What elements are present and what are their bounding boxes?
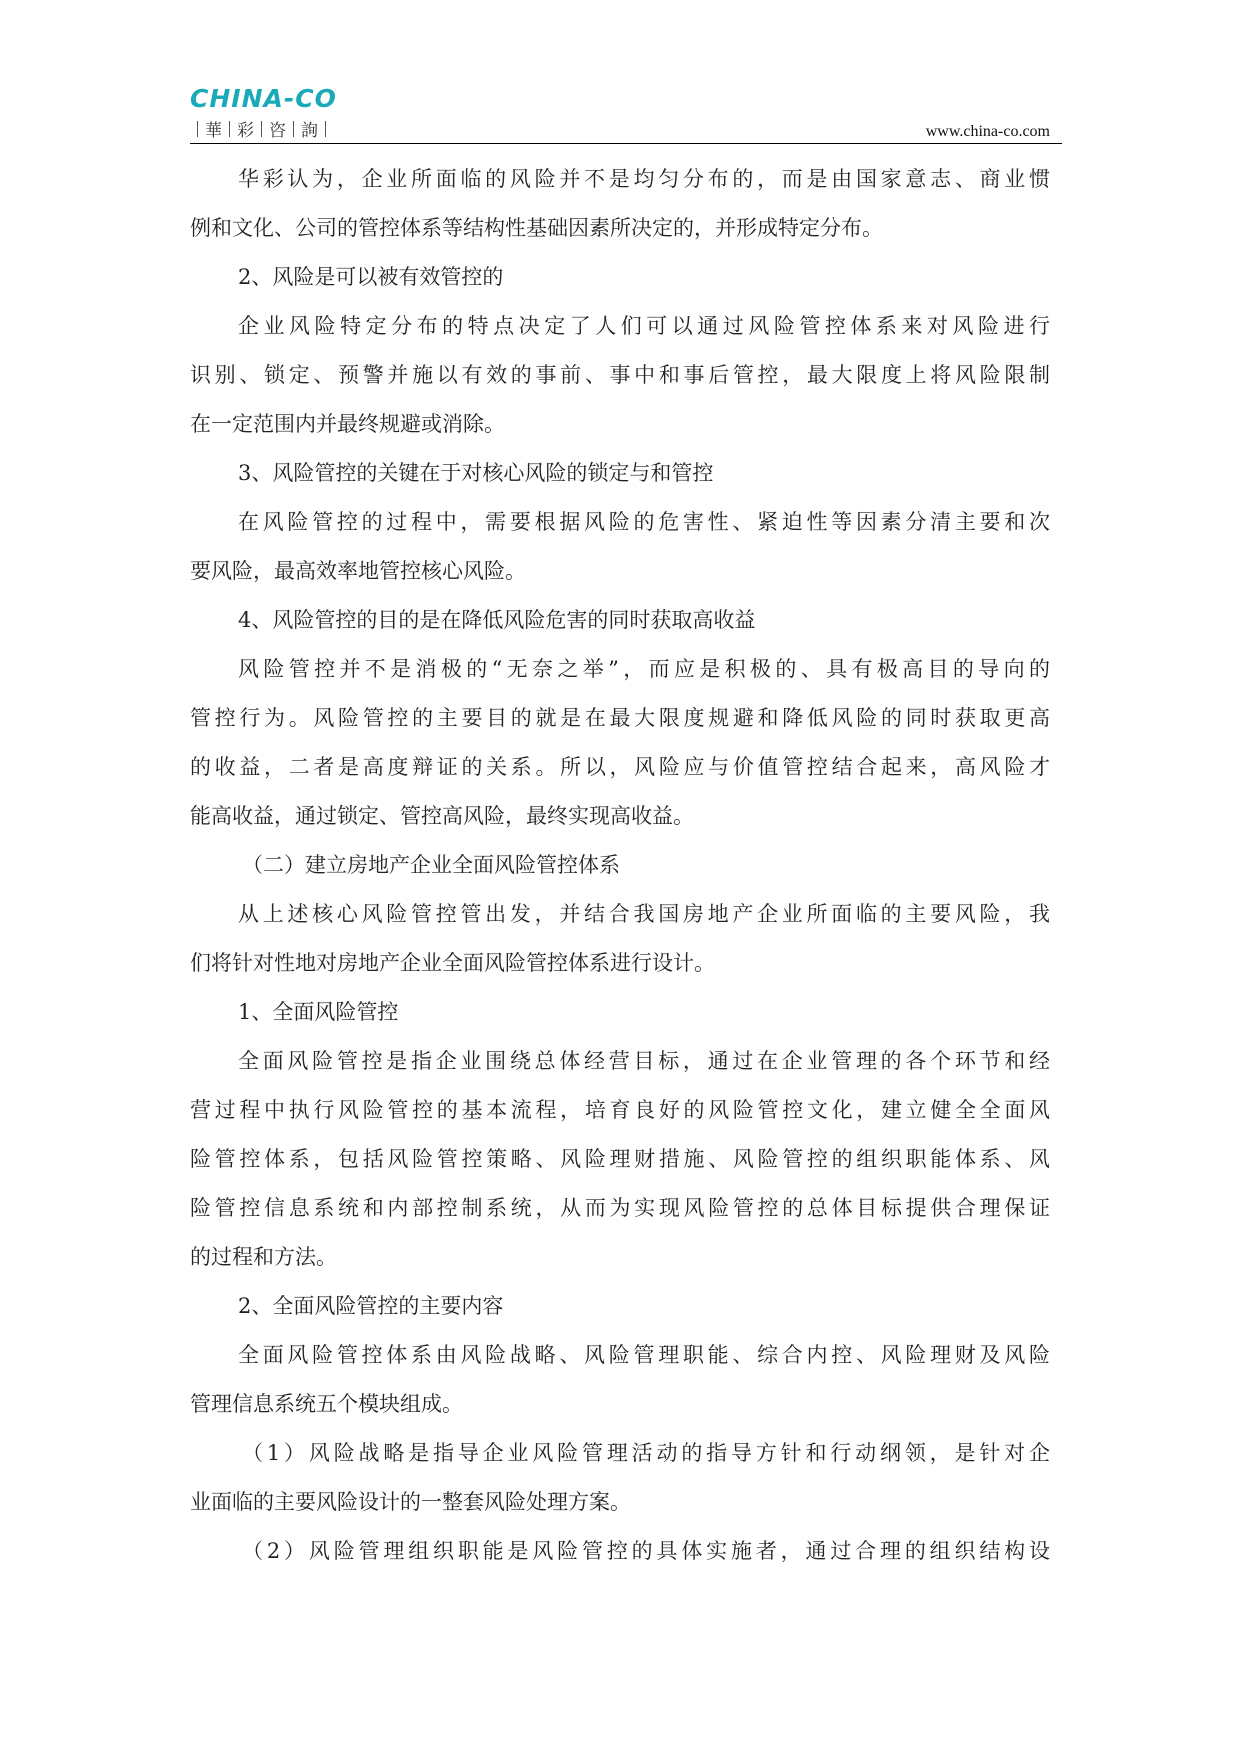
- text-line: 能高收益，通过锁定、管控高风险，最终实现高收益。: [190, 804, 694, 828]
- text-line: 营过程中执行风险管控的基本流程，培育良好的风险管控文化，建立健全全面风: [190, 1098, 1050, 1122]
- text-line: 风险管控并不是消极的“无奈之举”，而应是积极的、具有极高目的导向的: [238, 657, 1050, 681]
- website-url: www.china-co.com: [925, 123, 1050, 140]
- logo-divider: [197, 121, 198, 137]
- text-line: 管控行为。风险管控的主要目的就是在最大限度规避和降低风险的同时获取更高: [190, 706, 1050, 730]
- text-line: 识别、锁定、预警并施以有效的事前、事中和事后管控，最大限度上将风险限制: [190, 363, 1050, 387]
- logo-chinese-name: [190, 116, 333, 141]
- logo-wordmark: CHINA-CO: [190, 84, 337, 113]
- text-line: 全面风险管控是指企业围绕总体经营目标，通过在企业管理的各个环节和经: [238, 1049, 1050, 1073]
- text-line: 的收益，二者是高度辩证的关系。所以，风险应与价值管控结合起来，高风险才: [190, 755, 1050, 779]
- text-line: 全面风险管控体系由风险战略、风险管理职能、综合内控、风险理财及风险: [238, 1343, 1050, 1367]
- logo-divider: [229, 121, 230, 137]
- text-line: 险管控信息系统和内部控制系统，从而为实现风险管控的总体目标提供合理保证: [190, 1196, 1050, 1220]
- text-line: 管理信息系统五个模块组成。: [190, 1392, 463, 1416]
- text-line: 从上述核心风险管控管出发，并结合我国房地产企业所面临的主要风险，我: [238, 902, 1050, 926]
- document-body: [190, 155, 1050, 1576]
- text-line: 4、风险管控的目的是在降低风险危害的同时获取高收益: [238, 608, 756, 632]
- text-line: （二）建立房地产企业全面风险管控体系: [242, 853, 620, 877]
- logo-divider: [261, 121, 262, 137]
- text-line: 2、全面风险管控的主要内容: [238, 1294, 504, 1318]
- text-line: 企业风险特定分布的特点决定了人们可以通过风险管控体系来对风险进行: [238, 314, 1050, 338]
- text-line: 要风险，最高效率地管控核心风险。: [190, 559, 526, 583]
- logo-char: 咨: [269, 121, 286, 141]
- page-header: [190, 86, 1062, 144]
- logo-divider: [325, 121, 326, 137]
- text-line: （1）风险战略是指导企业风险管理活动的指导方针和行动纲领，是针对企: [242, 1441, 1050, 1465]
- text-line: 1、全面风险管控: [238, 1000, 399, 1024]
- company-logo: [190, 86, 355, 142]
- logo-divider: [293, 121, 294, 137]
- text-line: 们将针对性地对房地产企业全面风险管控体系进行设计。: [190, 951, 715, 975]
- text-line: （2）风险管理组织职能是风险管控的具体实施者，通过合理的组织结构设: [242, 1539, 1050, 1563]
- logo-char: 詢: [301, 121, 318, 141]
- text-line: 在一定范围内并最终规避或消除。: [190, 412, 505, 436]
- text-line: 华彩认为，企业所面临的风险并不是均匀分布的，而是由国家意志、商业惯: [238, 167, 1050, 191]
- text-line: 险管控体系，包括风险管控策略、风险理财措施、风险管控的组织职能体系、风: [190, 1147, 1050, 1171]
- text-line: 业面临的主要风险设计的一整套风险处理方案。: [190, 1490, 631, 1514]
- header-divider: [190, 143, 1062, 144]
- logo-char: 華: [205, 121, 222, 141]
- text-line: 的过程和方法。: [190, 1245, 337, 1269]
- text-line: 例和文化、公司的管控体系等结构性基础因素所决定的，并形成特定分布。: [190, 216, 883, 240]
- logo-char: 彩: [237, 121, 254, 141]
- text-line: 2、风险是可以被有效管控的: [238, 265, 504, 289]
- text-line: 在风险管控的过程中，需要根据风险的危害性、紧迫性等因素分清主要和次: [238, 510, 1050, 534]
- text-line: 3、风险管控的关键在于对核心风险的锁定与和管控: [238, 461, 714, 485]
